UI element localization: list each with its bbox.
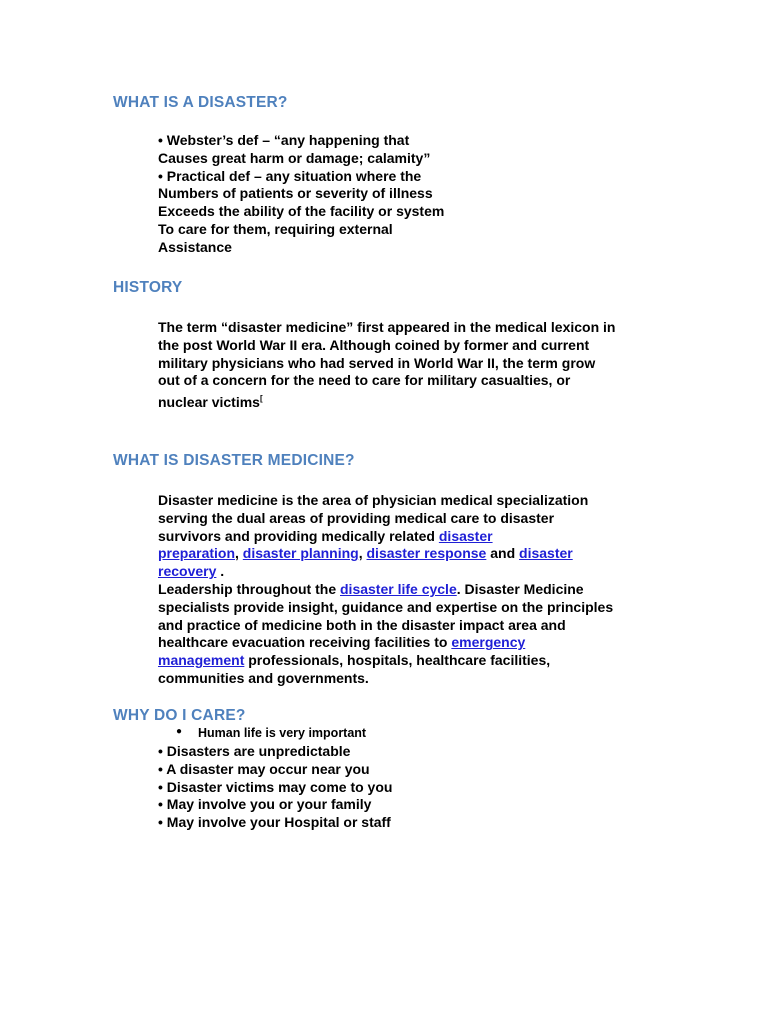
text-line: and practice of medicine both in the disaster impact area and (158, 616, 566, 633)
text-line (158, 634, 658, 652)
text-line: Disaster medicine is the area of physician medical specialization (158, 492, 589, 508)
text-line (158, 581, 658, 599)
text-fragment: survivors and providing medically related (158, 527, 439, 544)
link-disaster-life-cycle[interactable]: disaster life cycle (340, 580, 457, 597)
text-line: out of a concern for the need to care for military casualties, or (158, 372, 571, 389)
text-line: • Disaster victims may come to you (158, 778, 393, 795)
why-care-bullet-list (176, 726, 367, 740)
heading-history: HISTORY (113, 279, 183, 296)
link-emergency-management-cont[interactable]: management (158, 652, 245, 669)
bullet-icon: ● (176, 726, 183, 737)
link-disaster-planning[interactable]: disaster planning (242, 545, 359, 562)
text-line: serving the dual areas of providing medical care to disaster (158, 509, 555, 526)
heading-what-is-disaster-medicine: WHAT IS DISASTER MEDICINE? (113, 452, 355, 469)
text-line (158, 390, 658, 412)
link-disaster-preparation[interactable]: disaster (438, 527, 493, 544)
text-line: • A disaster may occur near you (158, 760, 370, 777)
text-line: • Practical def – any situation where the (158, 167, 422, 184)
link-disaster-preparation-cont[interactable]: preparation (158, 545, 236, 562)
text-line: specialists provide insight, guidance and expertise on the principles (158, 598, 614, 615)
text-fragment: . (216, 563, 225, 580)
text-line (158, 652, 658, 670)
disaster-medicine-paragraph (158, 492, 658, 688)
footnote-mark: [ (259, 394, 263, 404)
text-line: communities and governments. (158, 669, 369, 686)
link-disaster-response[interactable]: disaster response (366, 545, 487, 562)
text-line (158, 528, 658, 546)
text-line (158, 563, 658, 581)
list-item-text: Human life is very important (198, 726, 367, 740)
text-line: • May involve your Hospital or staff (158, 814, 391, 831)
link-emergency-management[interactable]: emergency (451, 634, 526, 651)
text-line: Causes great harm or damage; calamity” (158, 149, 431, 166)
link-disaster-recovery-cont[interactable]: recovery (158, 563, 217, 580)
text-line: • Webster’s def – “any happening that (158, 132, 410, 148)
text-fragment: , (235, 545, 243, 562)
text-line: military physicians who had served in World War II, the term grow (158, 354, 596, 371)
text-fragment: . Disaster Medicine (456, 580, 584, 597)
text-line (158, 545, 658, 563)
text-fragment: Leadership throughout the (158, 580, 340, 597)
text-line: Assistance (158, 238, 232, 255)
text-fragment: healthcare evacuation receiving facilities to (158, 634, 452, 651)
link-disaster-recovery[interactable]: disaster (519, 545, 573, 562)
text-line: Exceeds the ability of the facility or system (158, 203, 445, 220)
text-line: • May involve you or your family (158, 796, 372, 813)
heading-what-is-a-disaster: WHAT IS A DISASTER? (113, 94, 288, 111)
text-fragment: and (486, 545, 520, 562)
history-paragraph (158, 319, 658, 412)
text-line: Numbers of patients or severity of illness (158, 185, 433, 202)
text-line: To care for them, requiring external (158, 220, 393, 237)
disaster-definitions (158, 132, 658, 257)
text-fragment: professionals, hospitals, healthcare facilities, (244, 652, 551, 669)
text-line: the post World War II era. Although coined by former and current (158, 336, 590, 353)
list-item (176, 726, 367, 740)
text-line: The term “disaster medicine” first appeared in the medical lexicon in (158, 319, 616, 335)
text-line: • Disasters are unpredictable (158, 743, 351, 759)
heading-why-do-i-care: WHY DO I CARE? (113, 707, 246, 724)
why-care-reasons (158, 743, 658, 832)
text-fragment: nuclear victims (158, 394, 260, 411)
text-fragment: , (358, 545, 367, 562)
